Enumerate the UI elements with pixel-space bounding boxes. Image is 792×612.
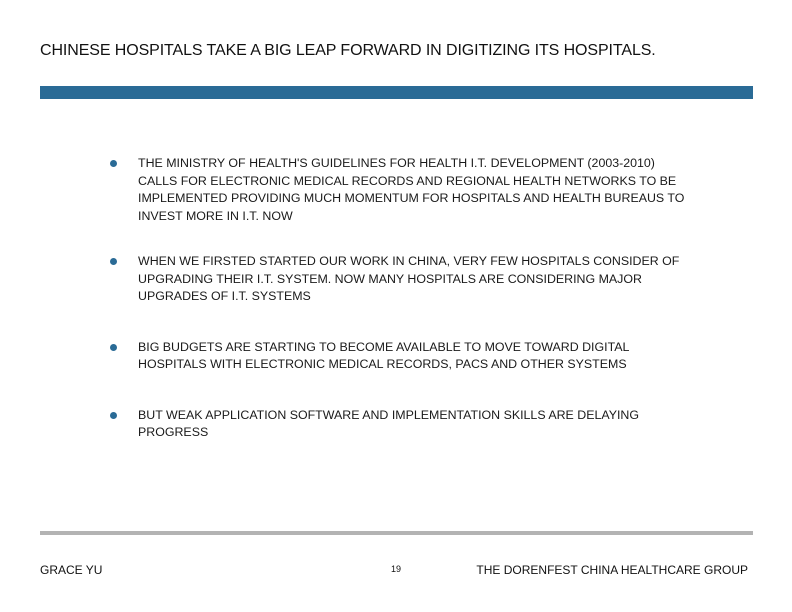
bullet-item (110, 253, 690, 306)
bullet-item (110, 339, 690, 374)
footer-organization: THE DORENFEST CHINA HEALTHCARE GROUP (476, 563, 748, 577)
bullet-dot-icon (110, 160, 117, 167)
bullet-list (110, 155, 690, 442)
bullet-text: BIG BUDGETS ARE STARTING TO BECOME AVAILABLE TO MOVE TOWARD DIGITAL HOSPITALS WITH ELECTRONIC MEDICAL RECORDS, PACS AND OTHER SYSTEMS (138, 339, 629, 371)
bullet-text: THE MINISTRY OF HEALTH'S GUIDELINES FOR HEALTH I.T. DEVELOPMENT (2003-2010) CALLS FOR ELECTRONIC MEDICAL RECORDS AND REGIONAL HEALTH NETWORKS TO BE IMPLEMENTED PROVIDING MUCH MOMENTUM FOR HOSPITALS AND HEALTH BUREAUS TO INVEST MORE IN I.T. NOW (138, 156, 685, 223)
slide-title: CHINESE HOSPITALS TAKE A BIG LEAP FORWARD IN DIGITIZING ITS HOSPITALS. (40, 42, 656, 59)
bullet-item (110, 155, 690, 225)
page-number: 19 (391, 564, 402, 574)
bullet-text: BUT WEAK APPLICATION SOFTWARE AND IMPLEMENTATION SKILLS ARE DELAYING PROGRESS (138, 407, 640, 439)
footer-presenter: GRACE YU (40, 563, 103, 577)
footer-divider (40, 531, 753, 535)
bullet-dot-icon (110, 344, 117, 351)
title-accent-bar (40, 86, 753, 99)
bullet-dot-icon (110, 258, 117, 265)
bullet-item (110, 407, 690, 442)
bullet-text: WHEN WE FIRSTED STARTED OUR WORK IN CHINA, VERY FEW HOSPITALS CONSIDER OF UPGRADING THEIR I.T. SYSTEM. NOW MANY HOSPITALS ARE CONSIDERING MAJOR UPGRADES OF I.T. SYSTEMS (138, 254, 680, 303)
bullet-dot-icon (110, 412, 117, 419)
